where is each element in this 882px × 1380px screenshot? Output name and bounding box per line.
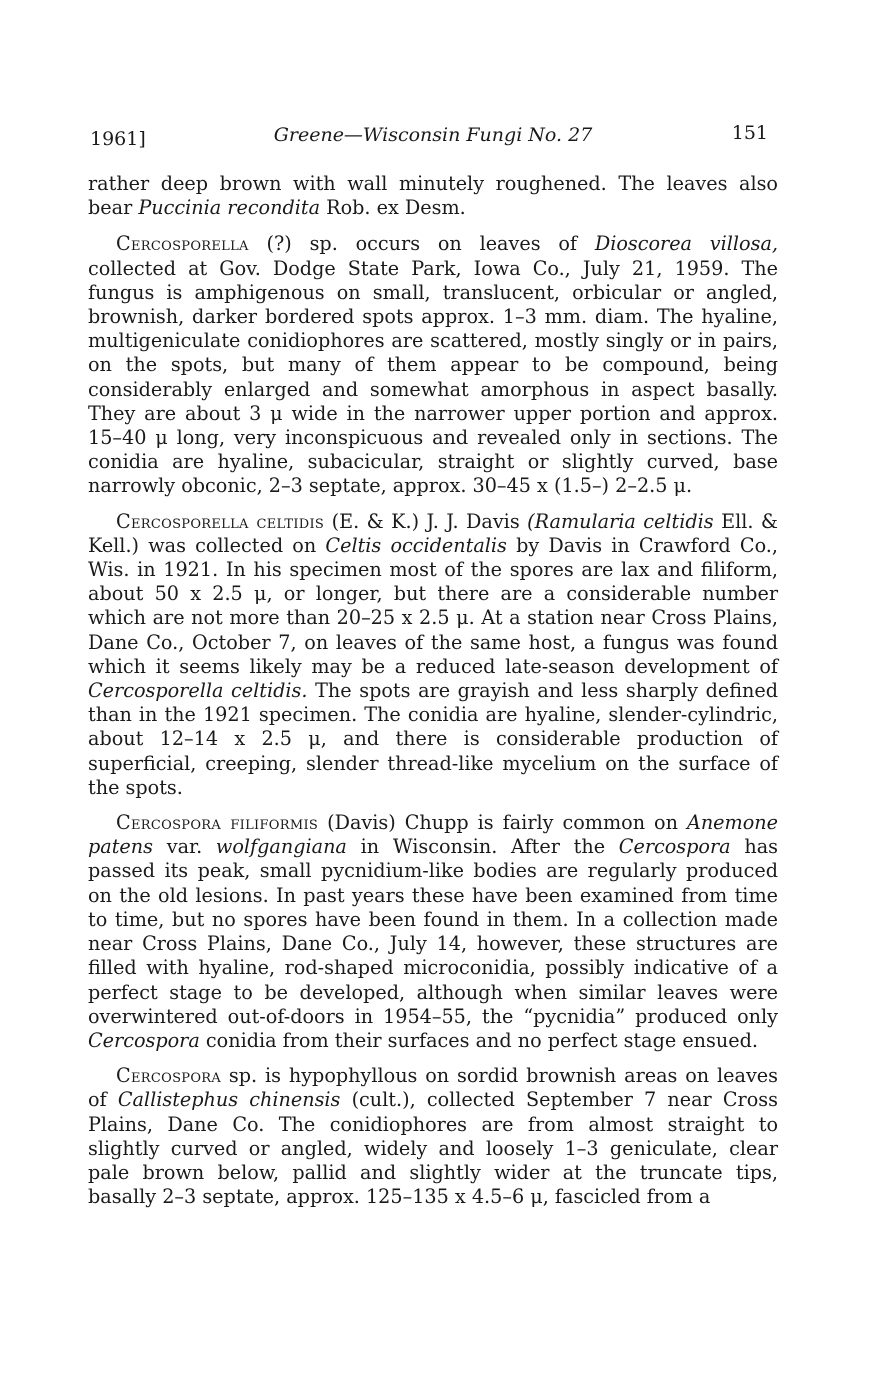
taxon-name: wolfgangiana (215, 835, 347, 859)
text-run: has passed its peak, small pycnidium-like bodies are regularly produced on the old lesions. In past years these have been examined from time to time, but no spores have been found in them. In a collection made near Cross Plains, Dane Co., July 14, however, these structures are filled with hyaline, rod-shaped microconidia, possibly indicative of a perfect stage to be developed, although when similar leaves were overwintered out-of-doors in 1954–55, the “pycnidia” produced only (88, 835, 778, 1028)
text-run: rather deep brown with wall minutely roughened. The leaves also bear (88, 172, 778, 220)
taxon-name: Cercosporella celtidis. (88, 679, 308, 703)
text-run: in Wisconsin. After the (346, 835, 619, 859)
paragraph-5 (88, 1064, 778, 1209)
paragraph-4 (88, 811, 778, 1053)
text-run: (Davis) Chupp is fairly common on (318, 811, 687, 835)
text-run: sp. is hypophyllous on sordid brownish areas on leaves of (88, 1064, 778, 1112)
text-run: (E. & K.) J. J. Davis (324, 509, 528, 533)
running-title: Greene—Wisconsin Fungi No. 27 (273, 124, 593, 146)
taxon-name: Celtis occidentalis (325, 533, 507, 557)
genus-heading: Cercosporella (116, 232, 249, 256)
genus-heading: Cercosporella celtidis (116, 509, 325, 533)
running-header (88, 118, 778, 158)
paragraph-2 (88, 232, 778, 498)
taxon-name: Cercospora (88, 1028, 200, 1052)
text-run: The spots are grayish and less sharply defined than in the 1921 specimen. The conidia are hyaline, slender-cylindric, about 12–14 x 2.5 μ, and there is considerable production of superficial, creeping, slender thread-like mycelium on the surface of the spots. (88, 679, 778, 799)
taxon-name: Dioscorea villosa, (594, 232, 778, 256)
taxon-name: Puccinia recondita (138, 196, 321, 220)
text-run: conidia from their surfaces and no perfect stage ensued. (199, 1028, 758, 1052)
text-run: Ell. & Kell.) was collected on (88, 509, 778, 557)
text-run: (?) sp. occurs on leaves of (248, 232, 595, 256)
taxon-name: (Ramularia celtidis (527, 509, 714, 533)
taxon-name: Cercospora (618, 835, 731, 859)
taxon-name: Callistephus chinensis (117, 1088, 341, 1112)
genus-heading: Cercospora (116, 1064, 222, 1088)
text-run: collected at Gov. Dodge State Park, Iowa Co., July 21, 1959. The fungus is amphigenous on small, translucent, orbicular or angled, brownish, darker bordered spots approx. 1–3 mm. diam. The hyaline, multigeniculate conidiophores are scattered, mostly singly or in pairs, on the spots, but many of them appear to be compound, being considerably enlarged and somewhat amorphous in aspect basally. They are about 3 μ wide in the narrower upper portion and approx. 15–40 μ long, very inconspicuous and revealed only in sections. The conidia are hyaline, subacicular, straight or slightly curved, base narrowly obconic, 2–3 septate, approx. 30–45 x (1.5–) 2–2.5 μ. (88, 256, 778, 498)
page-number: 151 (731, 122, 768, 144)
paragraph-1 (88, 172, 778, 220)
text-run: (cult.), collected September 7 near Cross Plains, Dane Co. The conidiophores are from almost straight to slightly curved or angled, widely and loosely 1–3 geniculate, clear pale brown below, pallid and slightly wider at the truncate tips, basally 2–3 septate, approx. 125–135 x 4.5–6 μ, fascicled from a (88, 1088, 778, 1209)
body-text (88, 172, 778, 1209)
text-run: by Davis in Crawford Co., Wis. in 1921. In his specimen most of the spores are lax and filiform, about 50 x 2.5 μ, or longer, but there are a considerable number which are not more than 20–25 x 2.5 μ. At a station near Cross Plains, Dane Co., October 7, on leaves of the same host, a fungus was found which it seems likely may be a reduced late-season development of (88, 533, 778, 678)
header-year: 1961] (90, 128, 146, 150)
paragraph-3 (88, 510, 778, 800)
page (88, 118, 778, 1220)
text-run: var. (153, 835, 216, 859)
genus-heading: Cercospora filiformis (116, 811, 319, 835)
taxon-name: Anemone patens (88, 811, 778, 859)
text-run: Rob. ex Desm. (320, 196, 466, 220)
